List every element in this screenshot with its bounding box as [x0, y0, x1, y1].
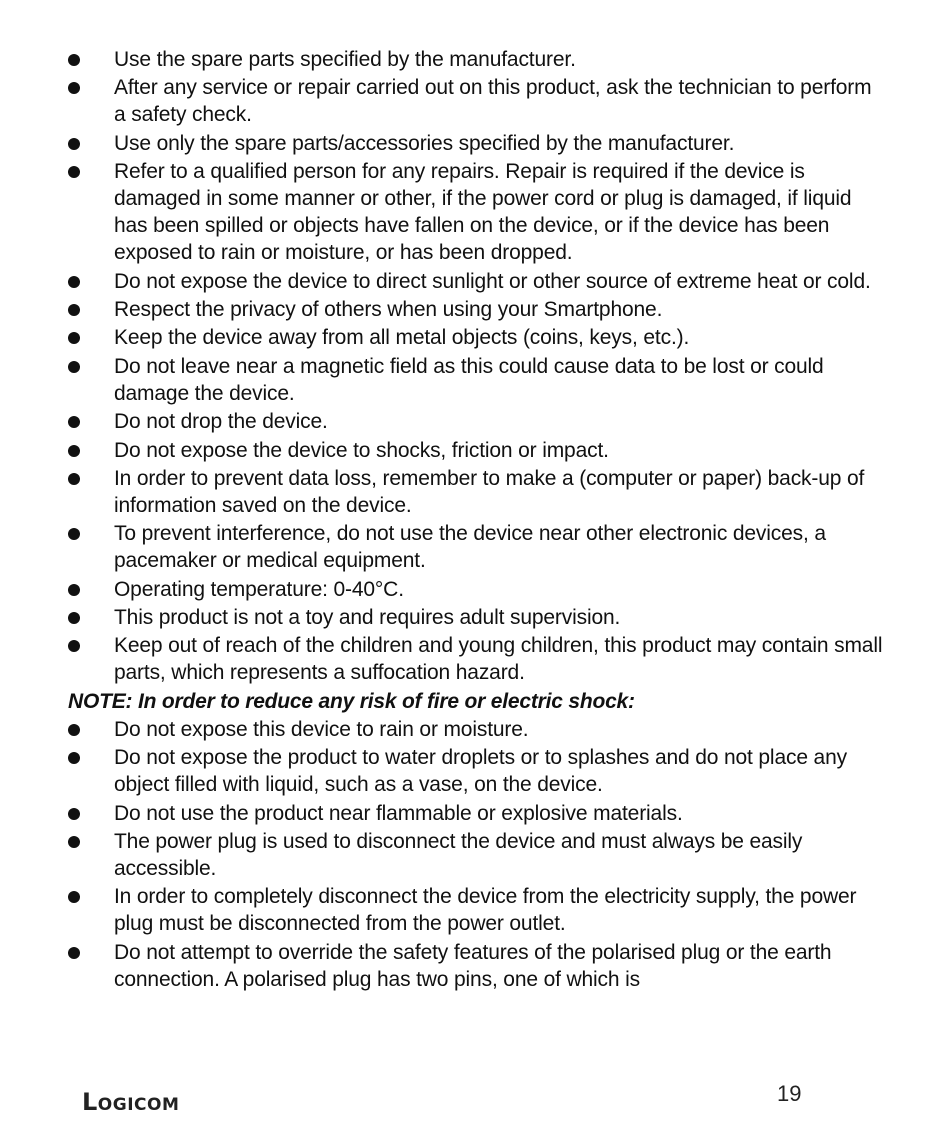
list-item	[68, 46, 883, 73]
list-item-text: Do not leave near a magnetic field as this could cause data to be lost or could damage the device.	[114, 354, 824, 405]
bullet-icon	[68, 473, 80, 485]
list-item	[68, 520, 883, 574]
bullet-icon	[68, 276, 80, 288]
bullet-icon	[68, 724, 80, 736]
safety-instructions-page	[68, 46, 883, 994]
bullet-icon	[68, 640, 80, 652]
list-item-text: Do not attempt to override the safety features of the polarised plug or the earth connection. A polarised plug has two pins, one of which is	[114, 940, 832, 991]
list-item-text: Operating temperature: 0-40°C.	[114, 577, 404, 601]
bullet-icon	[68, 445, 80, 457]
bullet-icon	[68, 891, 80, 903]
page-number: 19	[777, 1081, 802, 1106]
list-item-text: Use the spare parts specified by the manufacturer.	[114, 48, 576, 71]
list-item-text: Respect the privacy of others when using your Smartphone.	[114, 297, 663, 321]
list-item	[68, 296, 883, 323]
bullet-icon	[68, 947, 80, 959]
list-item-text: This product is not a toy and requires adult supervision.	[114, 606, 621, 630]
list-item	[68, 324, 883, 351]
list-item-text: Keep the device away from all metal objects (coins, keys, etc.).	[114, 326, 690, 350]
bullet-icon	[68, 138, 80, 150]
list-item	[68, 130, 883, 157]
bullet-icon	[68, 361, 80, 373]
bullet-icon	[68, 836, 80, 848]
bullet-icon	[68, 166, 80, 178]
list-item	[68, 74, 883, 128]
list-item-text: Refer to a qualified person for any repairs. Repair is required if the device is damaged in some manner or other, if the power cord or plug is damaged, if liquid has been spilled or objects have fallen on the device, or if the device has been exposed to rain or moisture, or has been dropped.	[114, 160, 852, 265]
list-item-text: Use only the spare parts/accessories specified by the manufacturer.	[114, 131, 735, 155]
logicom-logo: Logicom	[82, 1088, 180, 1116]
list-item-text: The power plug is used to disconnect the device and must always be easily accessible.	[114, 830, 803, 881]
list-item-text: To prevent interference, do not use the device near other electronic devices, a pacemaker or medical equipment.	[114, 522, 826, 573]
list-item-text: Keep out of reach of the children and young children, this product may contain small parts, which represents a suffocation hazard.	[114, 634, 883, 685]
bullet-icon	[68, 612, 80, 624]
bullet-icon	[68, 416, 80, 428]
list-item	[68, 883, 883, 937]
bullet-icon	[68, 82, 80, 94]
list-item-text: Do not expose the device to direct sunlight or other source of extreme heat or cold.	[114, 269, 871, 293]
list-item	[68, 716, 883, 743]
bullet-icon	[68, 304, 80, 316]
bullet-icon	[68, 54, 80, 66]
safety-list-1	[68, 46, 883, 686]
list-item	[68, 465, 883, 519]
list-item	[68, 576, 883, 603]
list-item	[68, 744, 883, 798]
list-item	[68, 632, 883, 686]
list-item-text: Do not use the product near flammable or explosive materials.	[114, 801, 683, 825]
list-item-text: In order to completely disconnect the device from the electricity supply, the power plug must be disconnected from the power outlet.	[114, 885, 857, 936]
list-item-text: Do not expose the product to water droplets or to splashes and do not place any object filled with liquid, such as a vase, on the device.	[114, 746, 847, 797]
safety-list-2	[68, 716, 883, 993]
list-item	[68, 353, 883, 407]
list-item-text: Do not expose this device to rain or moisture.	[114, 717, 529, 741]
list-item-text: Do not drop the device.	[114, 410, 328, 434]
bullet-icon	[68, 752, 80, 764]
fire-shock-note: NOTE: In order to reduce any risk of fire or electric shock:	[68, 689, 635, 713]
list-item	[68, 800, 883, 827]
list-item	[68, 268, 883, 295]
bullet-icon	[68, 332, 80, 344]
list-item	[68, 158, 883, 266]
list-item	[68, 828, 883, 882]
list-item	[68, 408, 883, 435]
list-item-text: In order to prevent data loss, remember to make a (computer or paper) back-up of information saved on the device.	[114, 466, 865, 517]
bullet-icon	[68, 808, 80, 820]
list-item	[68, 939, 883, 993]
bullet-icon	[68, 528, 80, 540]
list-item	[68, 437, 883, 464]
list-item	[68, 604, 883, 631]
bullet-icon	[68, 584, 80, 596]
list-item-text: After any service or repair carried out on this product, ask the technician to perform a safety check.	[114, 76, 872, 127]
list-item-text: Do not expose the device to shocks, friction or impact.	[114, 438, 609, 462]
